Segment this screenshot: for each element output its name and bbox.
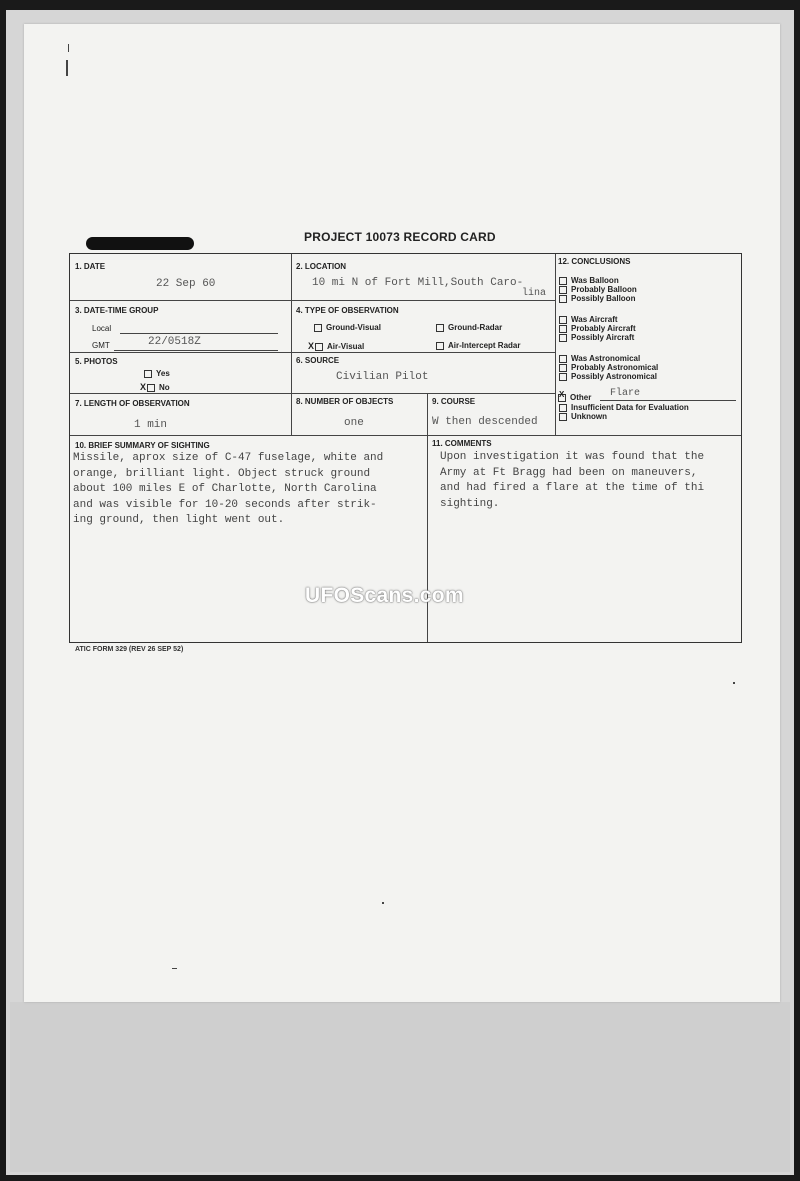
card-title: PROJECT 10073 RECORD CARD xyxy=(304,230,496,244)
other-value: Flare xyxy=(610,388,641,399)
form-number: ATIC FORM 329 (REV 26 SEP 52) xyxy=(75,646,184,653)
comments-text xyxy=(440,450,704,512)
lower-sheet xyxy=(10,1002,790,1172)
brief-summary-cell xyxy=(70,436,428,642)
source-cell xyxy=(292,353,556,394)
photos-no-label: No xyxy=(159,383,170,392)
scan-mark xyxy=(172,968,177,969)
comment-line: Army at Ft Bragg had been on maneuvers, xyxy=(440,466,698,479)
scan-mark xyxy=(382,902,384,904)
probably-aircraft-checkbox xyxy=(559,325,567,333)
unknown-label: Unknown xyxy=(571,412,607,421)
comments-cell xyxy=(428,436,741,642)
comment-line: and had fired a flare at the time of thi xyxy=(440,482,705,494)
ground-visual-label: Ground-Visual xyxy=(326,323,381,332)
comment-line: sighting. xyxy=(440,497,500,510)
possibly-aircraft-checkbox xyxy=(559,334,567,342)
air-visual-label: Air-Visual xyxy=(327,342,365,351)
summary-line: about 100 miles E of Charlotte, North Carolina xyxy=(73,483,377,495)
length-of-observation-label: 7. LENGTH OF OBSERVATION xyxy=(75,399,190,408)
summary-line: Missile, aprox size of C-47 fuselage, white and xyxy=(73,452,384,464)
comments-label: 11. COMMENTS xyxy=(432,439,492,448)
course-cell xyxy=(428,394,556,436)
date-value: 22 Sep 60 xyxy=(156,278,216,290)
other-label: Other xyxy=(570,393,592,402)
probably-astronomical-label: Probably Astronomical xyxy=(571,363,659,372)
possibly-balloon-checkbox xyxy=(559,295,567,303)
length-of-observation-cell xyxy=(70,394,292,436)
probably-aircraft-label: Probably Aircraft xyxy=(571,324,636,333)
ground-radar-checkbox xyxy=(436,324,444,332)
possibly-astronomical-label: Possibly Astronomical xyxy=(571,372,657,381)
was-balloon-checkbox xyxy=(559,277,567,285)
conclusions-cell xyxy=(556,254,741,436)
location-value-line2: lina xyxy=(522,288,547,299)
summary-line: orange, brilliant light. Object struck ground xyxy=(73,467,371,480)
watermark: UFOScans.com xyxy=(305,584,464,607)
scan-mark xyxy=(733,682,735,684)
ground-radar-label: Ground-Radar xyxy=(448,323,503,332)
was-aircraft-label: Was Aircraft xyxy=(571,315,618,324)
type-of-observation-label: 4. TYPE OF OBSERVATION xyxy=(296,306,399,315)
scan-mark xyxy=(66,60,68,76)
date-cell xyxy=(70,254,292,301)
was-astronomical-label: Was Astronomical xyxy=(571,354,641,363)
type-of-observation-cell xyxy=(292,301,556,353)
gmt-label: GMT xyxy=(92,341,110,350)
local-label: Local xyxy=(92,324,112,333)
photos-cell xyxy=(70,353,292,394)
probably-balloon-checkbox xyxy=(559,286,567,294)
was-balloon-label: Was Balloon xyxy=(571,276,619,285)
air-intercept-radar-label: Air-Intercept Radar xyxy=(448,341,521,350)
source-label: 6. SOURCE xyxy=(296,356,340,365)
number-of-objects-label: 8. NUMBER OF OBJECTS xyxy=(296,397,394,406)
location-value-line1: 10 mi N of Fort Mill,South Caro- xyxy=(312,277,524,289)
insufficient-data-checkbox xyxy=(559,404,567,412)
insufficient-data-label: Insufficient Data for Evaluation xyxy=(571,403,689,412)
photos-yes-checkbox xyxy=(144,370,152,378)
gmt-value: 22/0518Z xyxy=(148,336,201,348)
course-label: 9. COURSE xyxy=(432,397,476,406)
number-of-objects-value: one xyxy=(344,417,364,429)
possibly-astronomical-checkbox xyxy=(559,373,567,381)
possibly-balloon-label: Possibly Balloon xyxy=(571,294,636,303)
photos-no-checkbox xyxy=(147,384,155,392)
other-check-mark: X xyxy=(559,390,565,399)
conclusions-label: 12. CONCLUSIONS xyxy=(558,257,631,266)
redaction-mark xyxy=(86,237,194,250)
photos-yes-label: Yes xyxy=(156,369,170,378)
probably-balloon-label: Probably Balloon xyxy=(571,285,637,294)
local-line xyxy=(120,333,278,334)
was-aircraft-checkbox xyxy=(559,316,567,324)
other-line xyxy=(600,400,736,401)
air-visual-check-mark: X xyxy=(308,341,315,351)
air-visual-checkbox xyxy=(315,343,323,351)
scan-mark xyxy=(68,44,69,52)
ground-visual-checkbox xyxy=(314,324,322,332)
summary-line: and was visible for 10-20 seconds after strik- xyxy=(73,498,377,511)
course-value: W then descended xyxy=(432,416,538,428)
number-of-objects-cell xyxy=(292,394,428,436)
probably-astronomical-checkbox xyxy=(559,364,567,372)
length-of-observation-value: 1 min xyxy=(134,419,168,431)
comment-line: Upon investigation it was found that the xyxy=(440,451,705,463)
date-time-group-label: 3. DATE-TIME GROUP xyxy=(75,306,159,315)
gmt-line xyxy=(114,350,278,351)
photos-label: 5. PHOTOS xyxy=(75,357,118,366)
was-astronomical-checkbox xyxy=(559,355,567,363)
source-value: Civilian Pilot xyxy=(336,371,429,383)
brief-summary-text xyxy=(73,451,383,529)
location-cell xyxy=(292,254,556,301)
air-intercept-radar-checkbox xyxy=(436,342,444,350)
unknown-checkbox xyxy=(559,413,567,421)
date-time-group-cell xyxy=(70,301,292,353)
possibly-aircraft-label: Possibly Aircraft xyxy=(571,333,635,342)
summary-line: ing ground, then light went out. xyxy=(73,514,285,526)
location-label: 2. LOCATION xyxy=(296,262,347,271)
date-label: 1. DATE xyxy=(75,262,106,271)
photos-no-check-mark: X xyxy=(140,382,147,392)
brief-summary-label: 10. BRIEF SUMMARY OF SIGHTING xyxy=(75,441,210,450)
